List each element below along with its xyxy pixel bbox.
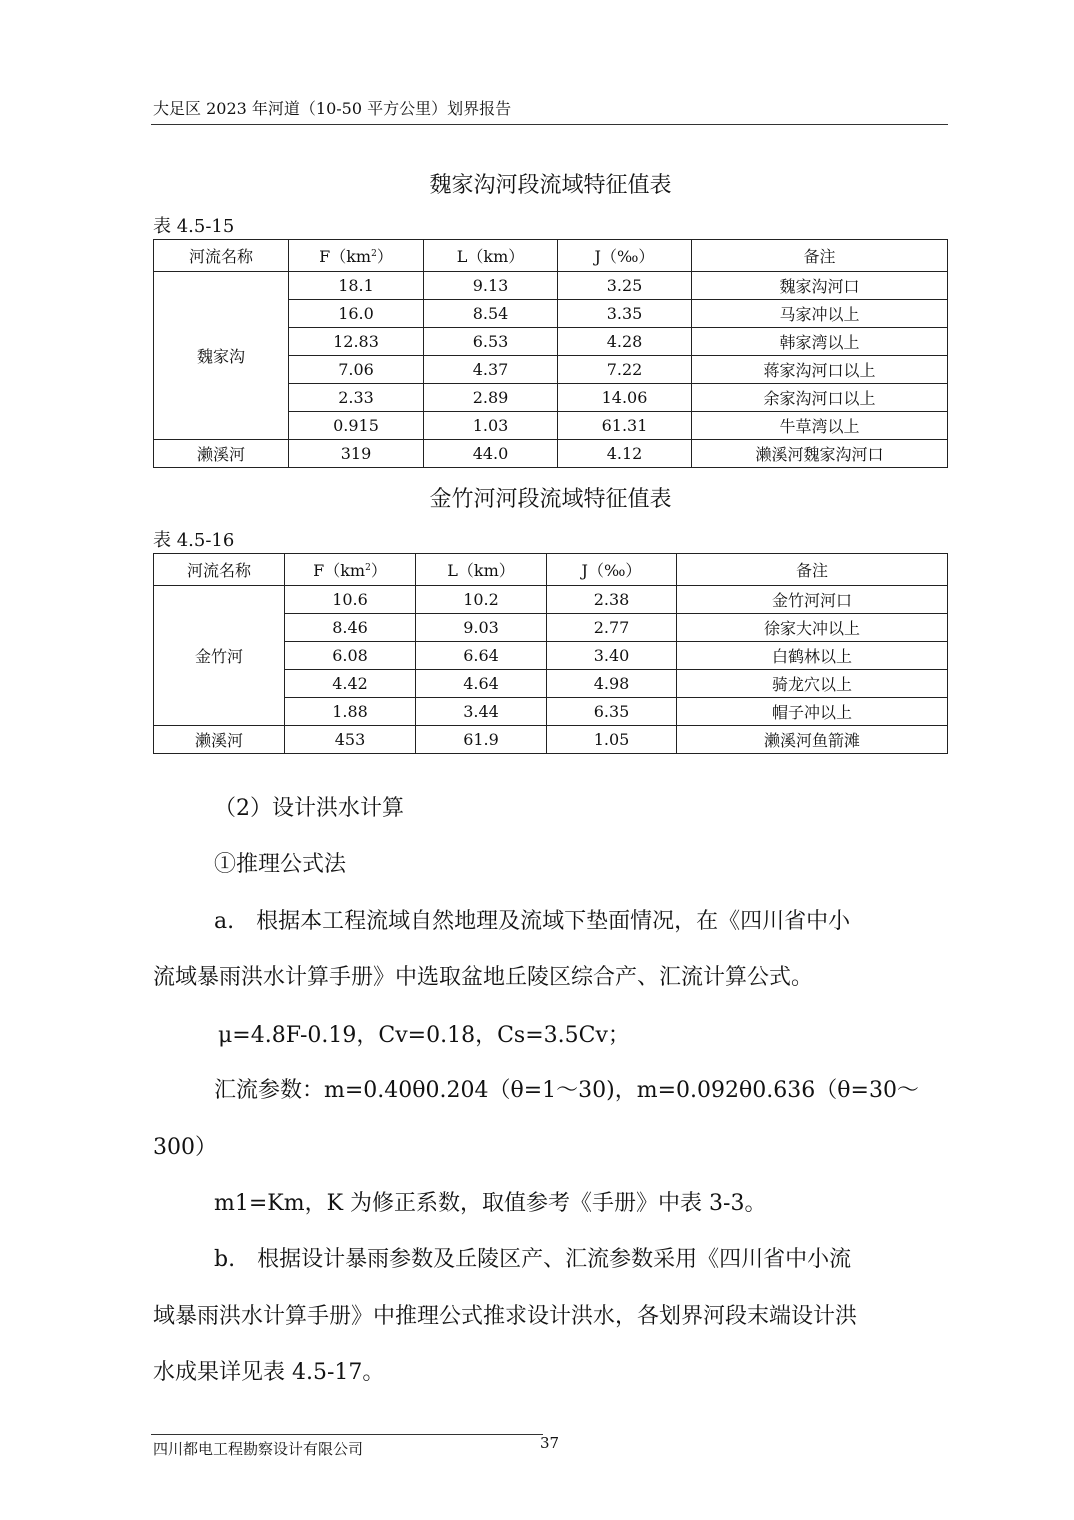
table-title: 魏家沟河段流域特征值表 — [429, 173, 672, 198]
header-cell: J（‰） — [558, 240, 692, 272]
paragraph-line: 流域暴雨洪水计算手册》中选取盆地丘陵区综合产、汇流计算公式。 — [153, 965, 814, 990]
table-cell: 濑溪河 — [154, 440, 289, 468]
table-cell: 3.35 — [558, 300, 692, 328]
table-cell: 18.1 — [289, 272, 424, 300]
table-cell: 10.6 — [285, 586, 416, 614]
table-cell: 蒋家沟河口以上 — [692, 356, 948, 384]
table-cell: 7.22 — [558, 356, 692, 384]
table-cell: 骑龙穴以上 — [677, 670, 948, 698]
header-cell-f: F（km — [319, 247, 372, 266]
table-cell: 16.0 — [289, 300, 424, 328]
table-cell: 6.53 — [424, 328, 558, 356]
table-cell: 4.98 — [547, 670, 677, 698]
table-cell: 1.88 — [285, 698, 416, 726]
table-cell: 韩家湾以上 — [692, 328, 948, 356]
table-label: 表 4.5-16 — [153, 530, 235, 551]
header-cell-f: F（km — [313, 561, 366, 580]
table-cell: 3.40 — [547, 642, 677, 670]
table-cell: 61.31 — [558, 412, 692, 440]
paragraph-line: m1=Km，K 为修正系数，取值参考《手册》中表 3-3。 — [214, 1191, 767, 1216]
paragraph-line: 水成果详见表 4.5-17。 — [153, 1360, 385, 1385]
header-cell-f-close: ） — [376, 247, 393, 266]
table-cell: 2.89 — [424, 384, 558, 412]
page-number: 37 — [540, 1434, 560, 1452]
header-cell: J（‰） — [547, 554, 677, 586]
paragraph-line: 域暴雨洪水计算手册》中推理公式推求设计洪水，各划界河段末端设计洪 — [153, 1304, 858, 1329]
table-cell: 12.83 — [289, 328, 424, 356]
table-cell: 8.54 — [424, 300, 558, 328]
paragraph-line: 300） — [153, 1135, 217, 1160]
table-cell: 牛草湾以上 — [692, 412, 948, 440]
table-cell: 61.9 — [416, 726, 547, 754]
table-cell: 徐家大冲以上 — [677, 614, 948, 642]
section-heading: （2）设计洪水计算 — [214, 796, 404, 821]
data-table-wei — [153, 239, 948, 468]
table-cell: 7.06 — [289, 356, 424, 384]
table-row — [154, 586, 948, 614]
header-cell: 河流名称 — [154, 240, 289, 272]
table-cell: 319 — [289, 440, 424, 468]
table-cell: 6.64 — [416, 642, 547, 670]
table-header-row — [154, 240, 948, 272]
table-cell: 3.25 — [558, 272, 692, 300]
table-cell: 3.44 — [416, 698, 547, 726]
table-cell: 4.42 — [285, 670, 416, 698]
table-cell: 马家冲以上 — [692, 300, 948, 328]
group-cell: 金竹河 — [154, 586, 285, 726]
data-table-jinzhu — [153, 553, 948, 754]
table-cell: 44.0 — [424, 440, 558, 468]
table-cell: 9.03 — [416, 614, 547, 642]
header-cell — [285, 554, 416, 586]
page-header: 大足区 2023 年河道（10-50 平方公里）划界报告 — [153, 99, 512, 118]
table-label: 表 4.5-15 — [153, 216, 235, 237]
table-cell: 濑溪河 — [154, 726, 285, 754]
header-rule — [151, 124, 948, 125]
table-cell: 6.35 — [547, 698, 677, 726]
table-cell: 10.2 — [416, 586, 547, 614]
header-cell: 备注 — [677, 554, 948, 586]
table-row — [154, 272, 948, 300]
table-header-row — [154, 554, 948, 586]
table-cell: 1.05 — [547, 726, 677, 754]
table-cell: 濑溪河魏家沟河口 — [692, 440, 948, 468]
table-cell: 14.06 — [558, 384, 692, 412]
header-cell: L（km） — [424, 240, 558, 272]
superscript: 2 — [365, 563, 371, 573]
table-cell: 白鹤林以上 — [677, 642, 948, 670]
header-cell-f-close: ） — [370, 561, 387, 580]
table-cell: 2.77 — [547, 614, 677, 642]
table-cell: 4.28 — [558, 328, 692, 356]
footer-rule — [151, 1434, 543, 1435]
table-row — [154, 440, 948, 468]
table-cell: 8.46 — [285, 614, 416, 642]
table-cell: 6.08 — [285, 642, 416, 670]
table-cell: 0.915 — [289, 412, 424, 440]
table-cell: 9.13 — [424, 272, 558, 300]
table-cell: 金竹河河口 — [677, 586, 948, 614]
table-cell: 2.33 — [289, 384, 424, 412]
table-cell: 4.64 — [416, 670, 547, 698]
table-cell: 1.03 — [424, 412, 558, 440]
table-row — [154, 726, 948, 754]
table-cell: 余家沟河口以上 — [692, 384, 948, 412]
paragraph-line: b. 根据设计暴雨参数及丘陵区产、汇流参数采用《四川省中小流 — [214, 1247, 852, 1272]
subsection-heading: ①推理公式法 — [214, 852, 347, 877]
header-cell — [289, 240, 424, 272]
footer-company: 四川都电工程勘察设计有限公司 — [153, 1440, 364, 1458]
header-cell: 河流名称 — [154, 554, 285, 586]
formula-line: μ=4.8F-0.19，Cv=0.18，Cs=3.5Cv； — [218, 1023, 630, 1048]
header-cell: 备注 — [692, 240, 948, 272]
table-cell: 4.37 — [424, 356, 558, 384]
paragraph-line: a. 根据本工程流域自然地理及流域下垫面情况，在《四川省中小 — [214, 909, 851, 934]
table-cell: 453 — [285, 726, 416, 754]
table-title: 金竹河河段流域特征值表 — [429, 487, 672, 512]
table-cell: 2.38 — [547, 586, 677, 614]
group-cell: 魏家沟 — [154, 272, 289, 440]
table-cell: 帽子冲以上 — [677, 698, 948, 726]
superscript: 2 — [371, 249, 377, 259]
table-cell: 4.12 — [558, 440, 692, 468]
table-cell: 魏家沟河口 — [692, 272, 948, 300]
header-cell: L（km） — [416, 554, 547, 586]
table-cell: 濑溪河鱼箭滩 — [677, 726, 948, 754]
paragraph-line: 汇流参数：m=0.40θ0.204（θ=1～30)，m=0.092θ0.636（θ=30～ — [214, 1078, 919, 1103]
